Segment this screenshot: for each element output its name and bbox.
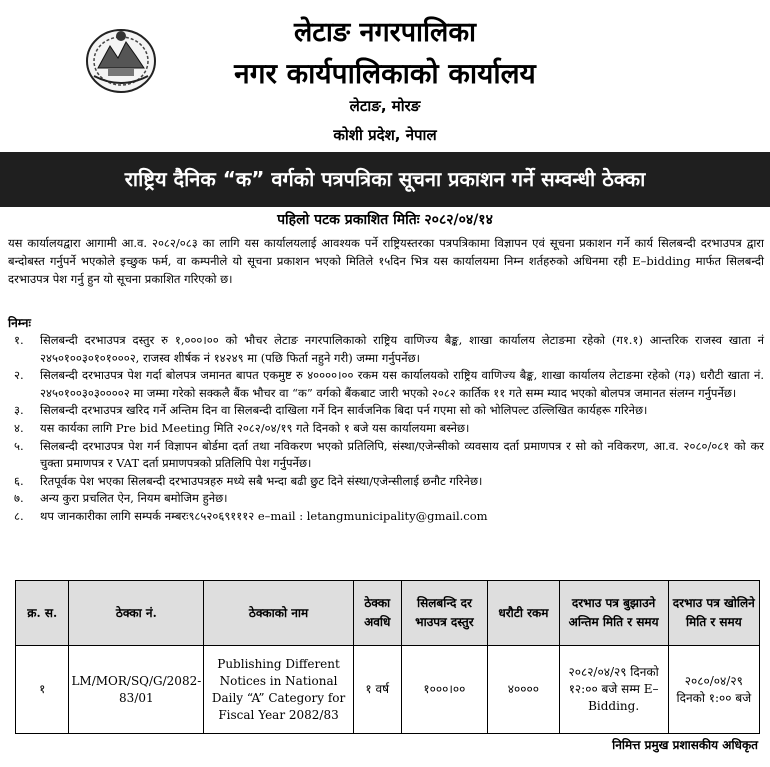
condition-number: ३. xyxy=(14,403,24,418)
header-opening-date: दरभाउ पत्र खोलिने मिति र समय xyxy=(668,581,759,646)
condition-number: ८. xyxy=(14,508,24,523)
cell-fee: १०००।०० xyxy=(401,646,488,734)
condition-item xyxy=(8,438,764,473)
condition-item xyxy=(8,420,764,438)
cell-opening-date: २०८०/०४/२९ दिनको १:०० बजे xyxy=(668,646,759,734)
condition-item xyxy=(8,402,764,420)
condition-text: रितपूर्वक पेश भएका सिलबन्दी दरभाउपत्रहरु मध्ये सबै भन्दा बढी छुट दिने संस्था/एजेन्सीलाई छनौट गरिनेछ। xyxy=(40,473,483,488)
condition-item xyxy=(8,367,764,402)
condition-text: सिलबन्दी दरभाउपत्र पेश गर्न विज्ञापन बोर्डमा दर्ता तथा नविकरण भएको प्रतिलिपि, संस्था/एजेन्सीको व्यवसाय दर्ता प्रमाणपत्र र सो को नविकरण, आ.व. २०८०/०८१ को कर चुक्ता प्रमाणपत्र र VAT दर्ता प्रमाणपत्रको प्रतिलिपि पेश गर्नुपर्नेछ। xyxy=(40,438,764,471)
condition-number: ५. xyxy=(14,438,24,453)
header-duration: ठेक्का अवधि xyxy=(353,581,401,646)
cell-contract-no: LM/MOR/SQ/G/2082-83/01 xyxy=(69,646,204,734)
condition-number: २. xyxy=(14,368,24,383)
publish-date: पहिलो पटक प्रकाशित मितिः २०८२/०४/१४ xyxy=(277,212,493,228)
office-location: लेटाङ, मोरङ xyxy=(349,97,421,115)
condition-item xyxy=(8,332,764,367)
header-contract-no: ठेक्का नं. xyxy=(69,581,204,646)
condition-text: अन्य कुरा प्रचलित ऐन, नियम बमोजिम हुनेछ। xyxy=(40,491,228,506)
condition-text: यस कार्यका लागि Pre bid Meeting मिति २०८२/०४/१९ गते दिनको १ बजे यस कार्यालयमा बस्नेछ। xyxy=(40,420,470,435)
condition-number: १. xyxy=(14,333,24,347)
header-serial: क्र. स. xyxy=(16,581,69,646)
conditions-list xyxy=(8,332,764,526)
condition-item xyxy=(8,490,764,508)
condition-item xyxy=(8,508,764,526)
conditions-label: निम्नः xyxy=(8,316,31,330)
cell-serial: १ xyxy=(16,646,69,734)
province-country: कोशी प्रदेश, नेपाल xyxy=(333,126,437,144)
condition-item xyxy=(8,473,764,491)
header-fee: सिलबन्दि दर भाउपत्र दस्तुर xyxy=(401,581,488,646)
signature-title: निमित्त प्रमुख प्रशासकीय अधिकृत xyxy=(612,738,758,752)
header-deposit: धरौटी रकम xyxy=(488,581,559,646)
municipality-name: लेटाङ नगरपालिका xyxy=(293,17,477,48)
notice-title-banner: राष्ट्रिय दैनिक “क” वर्गको पत्रपत्रिका सूचना प्रकाशन गर्ने सम्वन्धी ठेक्का xyxy=(0,152,770,207)
cell-duration: १ वर्ष xyxy=(353,646,401,734)
cell-deposit: ४०००० xyxy=(488,646,559,734)
table-header-row xyxy=(16,581,760,646)
table-row xyxy=(16,646,760,734)
cell-contract-name: Publishing Different Notices in National Daily “A” Category for Fiscal Year 2082/83 xyxy=(204,646,354,734)
tender-table xyxy=(15,580,760,734)
condition-text: थप जानकारीका लागि सम्पर्क नम्बरः९८५२०६९१११२ e–mail : letangmunicipality@gmail.com xyxy=(40,508,488,523)
header-submission-deadline: दरभाउ पत्र बुझाउने अन्तिम मिति र समय xyxy=(559,581,668,646)
intro-paragraph: यस कार्यालयद्वारा आगामी आ.व. २०८२/०८३ का लागि यस कार्यालयलाई आवश्यक पर्ने राष्ट्रियस्तरका पत्रपत्रिकामा विज्ञापन एवं सूचना प्रकाशन गर्ने कार्य सिलबन्दी दरभाउपत्र द्वारा बन्दोबस्त गर्नुपर्ने भएकोले इच्छुक फर्म, वा कम्पनीले यो सूचना प्रकाशन भएको मितिले १५दिन भित्र यस कार्यालयमा निम्न शर्तहरुको अधिनमा रही E–bidding मार्फत सिलबन्दी दरभाउपत्र पेश गर्नु हुन यो सूचना प्रकाशित गरिएको छ। xyxy=(8,236,764,286)
condition-number: ४. xyxy=(14,420,24,435)
office-name: नगर कार्यपालिकाको कार्यालय xyxy=(234,57,536,90)
header-contract-name: ठेक्काको नाम xyxy=(204,581,354,646)
condition-text: सिलबन्दी दरभाउपत्र दस्तुर रु १,०००।०० को भौचर लेटाङ नगरपालिकाको राष्ट्रिय वाणिज्य बैङ्क, शाखा कार्यालय लेटाङमा रहेको (ग१.१) आन्तरिक राजस्व खाता नं २४५०१००३०१०१०००२, राजस्व शीर्षक नं १४२४९ मा (पछि फिर्ता नहुने गरी) जम्मा गर्नुपर्नेछ। xyxy=(40,333,764,365)
condition-number: ६. xyxy=(14,473,24,488)
condition-text: सिलबन्दी दरभाउपत्र पेश गर्दा बोलपत्र जमानत बापत एकमुष्ट रु ४००००।०० रकम यस कार्यालयको राष्ट्रिय वाणिज्य बैङ्क, शाखा कार्यालय लेटाङमा रहेको (ग३) धरौटी खाता नं. २४५०१००३०३००००२ मा जम्मा गरेको सक्कलै बैंक भौचर वा “क” वर्गको बैंकबाट जारी भएको २०८२ कार्तिक ११ गते सम्म म्याद भएको बोलपत्र जमानत संलग्न गर्नुपर्नेछ। xyxy=(40,368,764,400)
condition-number: ७. xyxy=(14,491,24,506)
cell-submission-deadline: २०८२/०४/२९ दिनको १२:०० बजे सम्म E–Bidding. xyxy=(559,646,668,734)
condition-text: सिलबन्दी दरभाउपत्र खरिद गर्ने अन्तिम दिन वा सिलबन्दी दाखिला गर्ने दिन सार्वजनिक बिदा पर्न गएमा सो को भोलिपल्ट उल्लिखित कार्यहरू गरिनेछ। xyxy=(40,403,648,418)
